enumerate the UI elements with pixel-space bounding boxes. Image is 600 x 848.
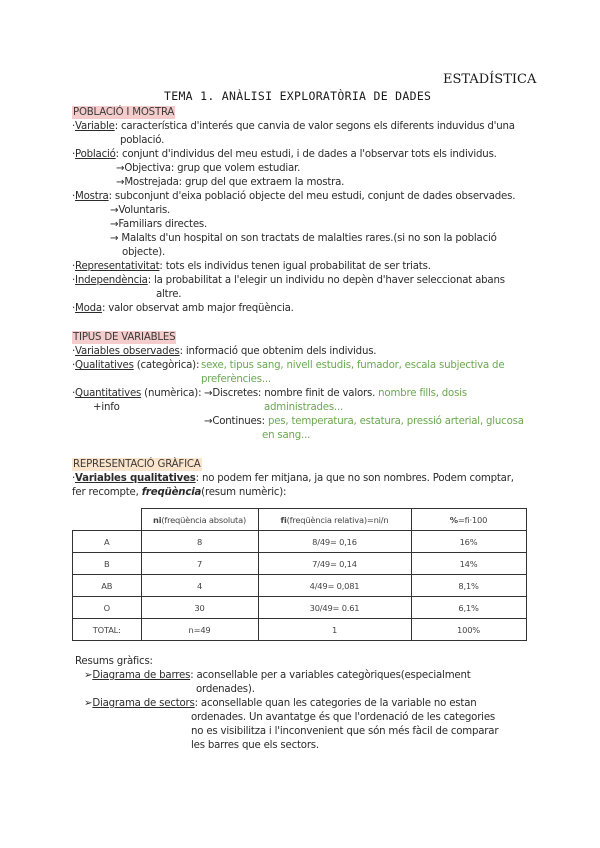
section-heading-representacio-grafica: REPRESENTACIÓ GRÀFICA: [73, 459, 201, 470]
arrow-bullet-icon: ➢: [84, 670, 93, 681]
table-cell: 6,1%: [411, 597, 526, 619]
term-poblacio: Població: [75, 149, 116, 160]
mostra-malalts-cont: objecte).: [122, 247, 166, 258]
term-mostra: Mostra: [75, 191, 109, 202]
qualitatives-examples-cont: preferències...: [201, 374, 271, 385]
definition-moda: ·Moda: valor observat amb major freqüència.: [72, 303, 294, 314]
table-header-percent: %=fi·100: [411, 509, 526, 531]
table-cell: 100%: [411, 619, 526, 641]
more-info-link: +info: [93, 402, 120, 413]
definition-variable-cont: població.: [120, 135, 165, 146]
table-cell: B: [73, 553, 142, 575]
term-diagrama-sectors: Diagrama de sectors: [92, 698, 195, 709]
table-cell: 4: [141, 575, 258, 597]
definition-quantitatives: ·Quantitatives (numèrica):: [72, 388, 202, 399]
definition-mostra: ·Mostra: subconjunt d'eixa població objecte del meu estudi, conjunt de dades observades.: [72, 191, 516, 202]
term-quantitatives: Quantitatives: [75, 388, 142, 399]
term-frequencia: freqüència: [141, 487, 202, 498]
continues-examples-cont: en sang...: [262, 430, 311, 441]
subject-title: ESTADÍSTICA: [443, 72, 537, 87]
table-cell: 8,1%: [411, 575, 526, 597]
definition-independencia: ·Independència: la probabilitat a l'elegir un individu no depèn d'haver seleccionat abans: [72, 275, 505, 286]
table-row: [73, 553, 527, 575]
term-representativitat: Representativitat: [75, 261, 160, 272]
table-cell: O: [73, 597, 142, 619]
diagrama-barres-cont: ordenades).: [196, 684, 255, 695]
table-cell: 16%: [411, 531, 526, 553]
definition-representativitat: ·Representativitat: tots els individus tenen igual probabilitat de ser triats.: [72, 261, 431, 272]
term-qualitatives: Qualitatives: [75, 360, 134, 371]
frequency-table: [72, 508, 527, 641]
quantitatives-continues: →Continues: pes, temperatura, estatura, pressió arterial, glucosa: [204, 416, 524, 427]
definition-qualitatives: ·Qualitatives (categòrica):: [72, 360, 200, 371]
diagrama-sectors: ➢Diagrama de sectors: aconsellable quan les categories de la variable no estan: [84, 698, 477, 709]
resums-grafics-label: Resums gràfics:: [75, 656, 153, 667]
diagrama-barres: ➢Diagrama de barres: aconsellable per a variables categòriques(especialment: [84, 670, 471, 681]
mostra-malalts: → Malalts d'un hospital on son tractats de malalties rares.(si no son la població: [110, 233, 497, 244]
page-title: TEMA 1. ANÀLISI EXPLORATÒRIA DE DADES: [164, 89, 432, 103]
definition-poblacio: ·Població: conjunt d'individus del meu estudi, i de dades a l'observar tots els individus.: [72, 149, 497, 160]
table-cell: 14%: [411, 553, 526, 575]
arrow-bullet-icon: ➢: [84, 698, 93, 709]
table-cell: 30: [141, 597, 258, 619]
table-header-fi: fi(freqüència relativa)=ni/n: [258, 509, 411, 531]
table-cell: 30/49= 0.61: [258, 597, 411, 619]
term-independencia: Independència: [75, 275, 148, 286]
term-moda: Moda: [75, 303, 102, 314]
table-cell: 7/49= 0,14: [258, 553, 411, 575]
definition-variable: ·Variable: característica d'interés que canvia de valor segons els diferents induvidus d'una: [72, 121, 515, 132]
quantitatives-discretes: →Discretes: nombre finit de valors. nombre fills, dosis: [204, 388, 467, 399]
poblacio-mostrejada: →Mostrejada: grup del que extraem la mostra.: [116, 177, 345, 188]
term-variable: Variable: [75, 121, 115, 132]
table-cell: AB: [73, 575, 142, 597]
term-variables-observades: Variables observades: [75, 346, 180, 357]
table-row: [73, 597, 527, 619]
definition-variables-observades: ·Variables observades: informació que obtenim dels individus.: [72, 346, 377, 357]
table-cell: 8/49= 0,16: [258, 531, 411, 553]
qualitatives-examples: sexe, tipus sang, nivell estudis, fumador, escala subjectiva de: [201, 360, 505, 371]
table-cell: 8: [141, 531, 258, 553]
table-row: [73, 575, 527, 597]
table-cell: n=49: [141, 619, 258, 641]
table-cell: 1: [258, 619, 411, 641]
term-diagrama-barres: Diagrama de barres: [92, 670, 191, 681]
diagrama-sectors-cont-3: les barres que els sectors.: [191, 740, 319, 751]
definition-variables-qualitatives-cont: fer recompte, freqüència(resum numèric):: [72, 487, 287, 498]
section-heading-tipus-variables: TIPUS DE VARIABLES: [73, 332, 176, 343]
table-cell: 7: [141, 553, 258, 575]
table-header-empty: [73, 509, 142, 531]
diagrama-sectors-cont-1: ordenades. Un avantatge és que l'ordenació de les categories: [191, 712, 495, 723]
discretes-examples-cont: administrades...: [264, 402, 344, 413]
poblacio-objectiva: →Objectiva: grup que volem estudiar.: [116, 163, 301, 174]
table-total-row: [73, 619, 527, 641]
definition-variables-qualitatives: ·Variables qualitatives: no podem fer mitjana, ja que no son nombres. Podem comptar,: [72, 473, 514, 484]
section-heading-poblacio-mostra: POBLACIÓ I MOSTRA: [73, 107, 175, 118]
table-row: [73, 531, 527, 553]
table-cell: A: [73, 531, 142, 553]
table-cell: 4/49= 0,081: [258, 575, 411, 597]
mostra-familiars: →Familiars directes.: [110, 219, 208, 230]
diagrama-sectors-cont-2: no es visibilitza i l'inconvenient que són més fàcil de comparar: [191, 726, 499, 737]
table-cell: TOTAL:: [73, 619, 142, 641]
mostra-voluntaris: →Voluntaris.: [110, 205, 171, 216]
table-header-ni: ni(freqüència absoluta): [141, 509, 258, 531]
term-variables-qualitatives: Variables qualitatives: [75, 473, 196, 484]
table-header-row: [73, 509, 527, 531]
definition-independencia-cont: altre.: [156, 289, 182, 300]
